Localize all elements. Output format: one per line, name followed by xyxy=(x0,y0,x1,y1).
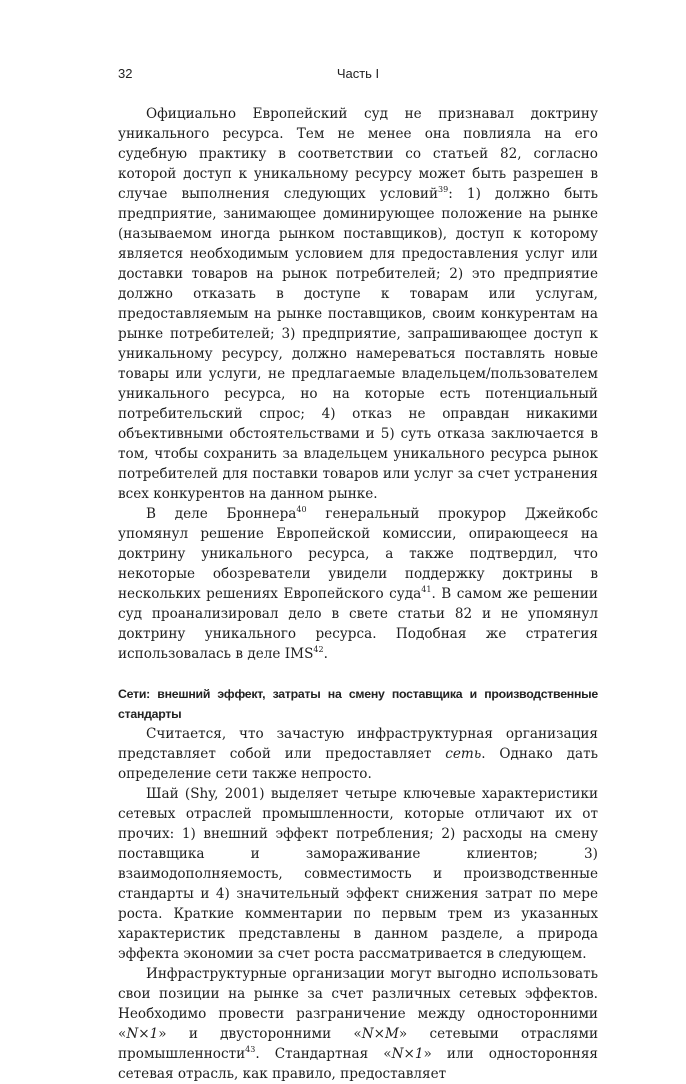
paragraph-european-court: Официально Европейский суд не признавал доктрину уникального ресурса. Тем не менее она повлияла на его судебную практику в соответствии со статьей 82, согласно которой доступ к уникальному ресурсу может быть разрешен в случае выполнения следующих условий$^{39}$: 1) должно быть предприятие, занимающее доминирующее положение на рынке (называемом иногда рынком поставщиков), доступ к которому является необходимым условием для предоставления услуг или доставки товаров на рынок потребителей; 2) это предприятие должно отказать в доступе к товарам или услугам, предоставляемым на рынке поставщиков, своим конкурентам на рынке потребителей; 3) предприятие, запрашивающее доступ к уникальному ресурсу, должно намереваться поставлять новые товары или услуги, не предлагаемые владельцем/пользователем уникального ресурса, но на которые есть потенциальный потребительский спрос; 4) отказ не оправдан никакими объективными обстоятельствами и 5) суть отказа заключается в том, чтобы сохранить за владельцем уникального ресурса рынок потребителей для поставки товаров или услуг за счет устранения всех конкурентов на данном рынке. xyxy=(118,106,598,502)
footnote-ref-43: 43 xyxy=(245,1045,256,1054)
page-header xyxy=(118,66,598,86)
footnote-ref-42: 42 xyxy=(313,645,324,654)
page-number: 32 xyxy=(118,66,133,81)
paragraph-network-effects: Инфраструктурные организации могут выгодно использовать свои позиции на рынке за счет различных сетевых эффектов. Необходимо провести разграничение между односторонними «N×1» и двусторонними «N×M» сетевыми отраслями промышленности$^{43}$. Стандартная «N×1» или односторонняя сетевая отрасль, как правило, предоставляет xyxy=(118,966,598,1082)
page-body xyxy=(118,104,598,1084)
emphasis-n1-second: N×1 xyxy=(391,1046,424,1062)
emphasis-nm: N×M xyxy=(361,1026,399,1042)
section-heading: Сети: внешний эффект, затраты на смену поставщика и производственные стандарты xyxy=(118,687,598,721)
emphasis-network: сеть xyxy=(445,746,482,762)
running-title: Часть I xyxy=(336,66,380,81)
section-spacer xyxy=(118,664,598,684)
emphasis-n1: N×1 xyxy=(126,1026,159,1042)
footnote-ref-41: 41 xyxy=(421,585,432,594)
paragraph-bronner-case: В деле Броннера$^{40}$ генеральный прокурор Джейкобс упомянул решение Европейской комиссии, опирающееся на доктрину уникального ресурса, а также подтвердил, что некоторые обозреватели увидели поддержку доктрины в нескольких решениях Европейского суда$^{41}$. В самом же решении суд проанализировал дело в свете статьи 82 и не упомянул доктрину уникального ресурса. Подобная же стратегия использовалась в деле IMS$^{42}$. xyxy=(118,505,599,662)
paragraph-shy-characteristics: Шай (Shy, 2001) выделяет четыре ключевые характеристики сетевых отраслей промышленности, которые отличают их от прочих: 1) внешний эффект потребления; 2) расходы на смену поставщика и замораживание клиентов; 3) взаимодополняемость, совместимость и производственные стандарты и 4) значительный эффект снижения затрат по мере роста. Краткие комментарии по первым трем из указанных характеристик представлены в данном разделе, а природа эффекта экономии за счет роста рассматривается в следующем. xyxy=(118,786,598,962)
paragraph-network-definition: Считается, что зачастую инфраструктурная организация представляет собой или предоставляет сеть. Однако дать определение сети также непросто. xyxy=(118,726,598,782)
footnote-ref-40: 40 xyxy=(296,505,307,514)
footnote-ref-39: 39 xyxy=(438,185,449,194)
